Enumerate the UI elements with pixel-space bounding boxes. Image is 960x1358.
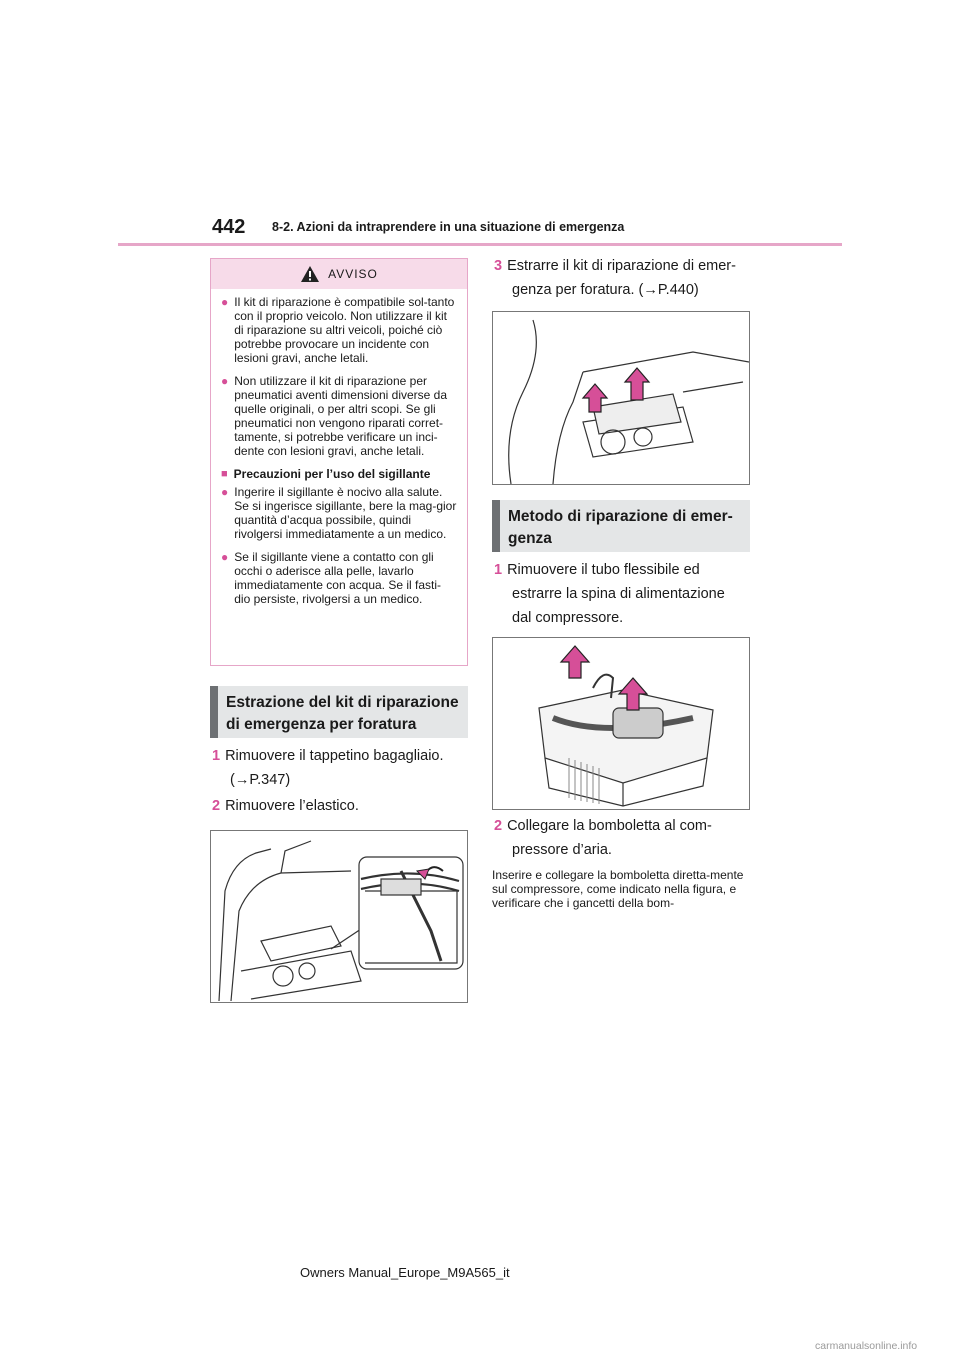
note-text: Inserire e collegare la bomboletta diretta-mente sul compressore, come indicato nella figura, e verificare che i gancetti della bom- <box>492 868 744 910</box>
step-item: 2 Collegare la bomboletta al com- pressore d’aria. <box>494 818 712 858</box>
watermark-text: carmanualsonline.info <box>815 1340 918 1352</box>
warning-item-text: Non utilizzare il kit di riparazione per pneumatici aventi dimensioni diverse da quelle originali, o per altri scopi. Se gli pneumatici non vengono riparati corret-tamente, si potrebbe verificare un inci-dente con lesioni gravi, anche letali. <box>234 374 448 458</box>
warning-box <box>210 258 468 666</box>
warning-subheading: ■ Precauzioni per l’uso del sigillante <box>221 467 431 481</box>
section-heading-repair-method: Metodo di riparazione di emer-genza <box>492 500 750 552</box>
step-item: 1 Rimuovere il tappetino bagagliaio. (→P.347) <box>212 748 444 788</box>
step-number: 2 <box>212 798 221 814</box>
warning-triangle-icon <box>300 265 320 283</box>
bullet-circle-icon: ● <box>221 374 229 388</box>
warning-item <box>221 374 457 458</box>
figure-compressor <box>492 637 750 810</box>
bullet-circle-icon: ● <box>221 550 229 564</box>
bullet-square-icon: ■ <box>221 468 228 480</box>
warning-item <box>221 550 457 606</box>
section-header: 8-2. Azioni da intraprendere in una situazione di emergenza <box>272 220 625 234</box>
warning-title: AVVISO <box>328 267 378 281</box>
warning-item <box>221 485 457 541</box>
step-item: 2 Rimuovere l’elastico. <box>212 798 359 814</box>
header-rule <box>118 243 842 246</box>
bullet-circle-icon: ● <box>221 295 229 309</box>
step-number: 2 <box>494 818 503 834</box>
bullet-circle-icon: ● <box>221 485 229 499</box>
warning-item-text: Ingerire il sigillante è nocivo alla salute. Se si ingerisce sigillante, bere la mag-gior quantità d’acqua possibile, quindi rivolgersi immediatamente a un medico. <box>234 485 457 541</box>
step-number: 1 <box>494 562 503 578</box>
step-item: 3 Estrarre il kit di riparazione di emer- genza per foratura. (→P.440) <box>494 258 736 298</box>
step-item: 1 Rimuovere il tubo flessibile ed estrarre la spina di alimentazione dal compressore. <box>494 562 725 626</box>
warning-header <box>211 259 467 289</box>
figure-kit-removal <box>492 311 750 485</box>
warning-item-text: Il kit di riparazione è compatibile sol-tanto con il proprio veicolo. Non utilizzare il kit di riparazione su altri veicoli, poiché ciò potrebbe provocare un incidente con lesioni gravi, anche letali. <box>234 295 455 365</box>
section-heading-extraction: Estrazione del kit di riparazione di emergenza per foratura <box>210 686 468 738</box>
step-number: 3 <box>494 258 503 274</box>
footer-text: Owners Manual_Europe_M9A565_it <box>300 1265 510 1280</box>
step-number: 1 <box>212 748 221 764</box>
warning-item-text: Se il sigillante viene a contatto con gli occhi o aderisce alla pelle, lavarlo immediatamente con acqua. Se il fasti-dio persiste, rivolgersi a un medico. <box>234 550 442 606</box>
warning-item <box>221 295 457 365</box>
figure-trunk-elastic <box>210 830 468 1003</box>
page-number: 442 <box>212 216 246 238</box>
